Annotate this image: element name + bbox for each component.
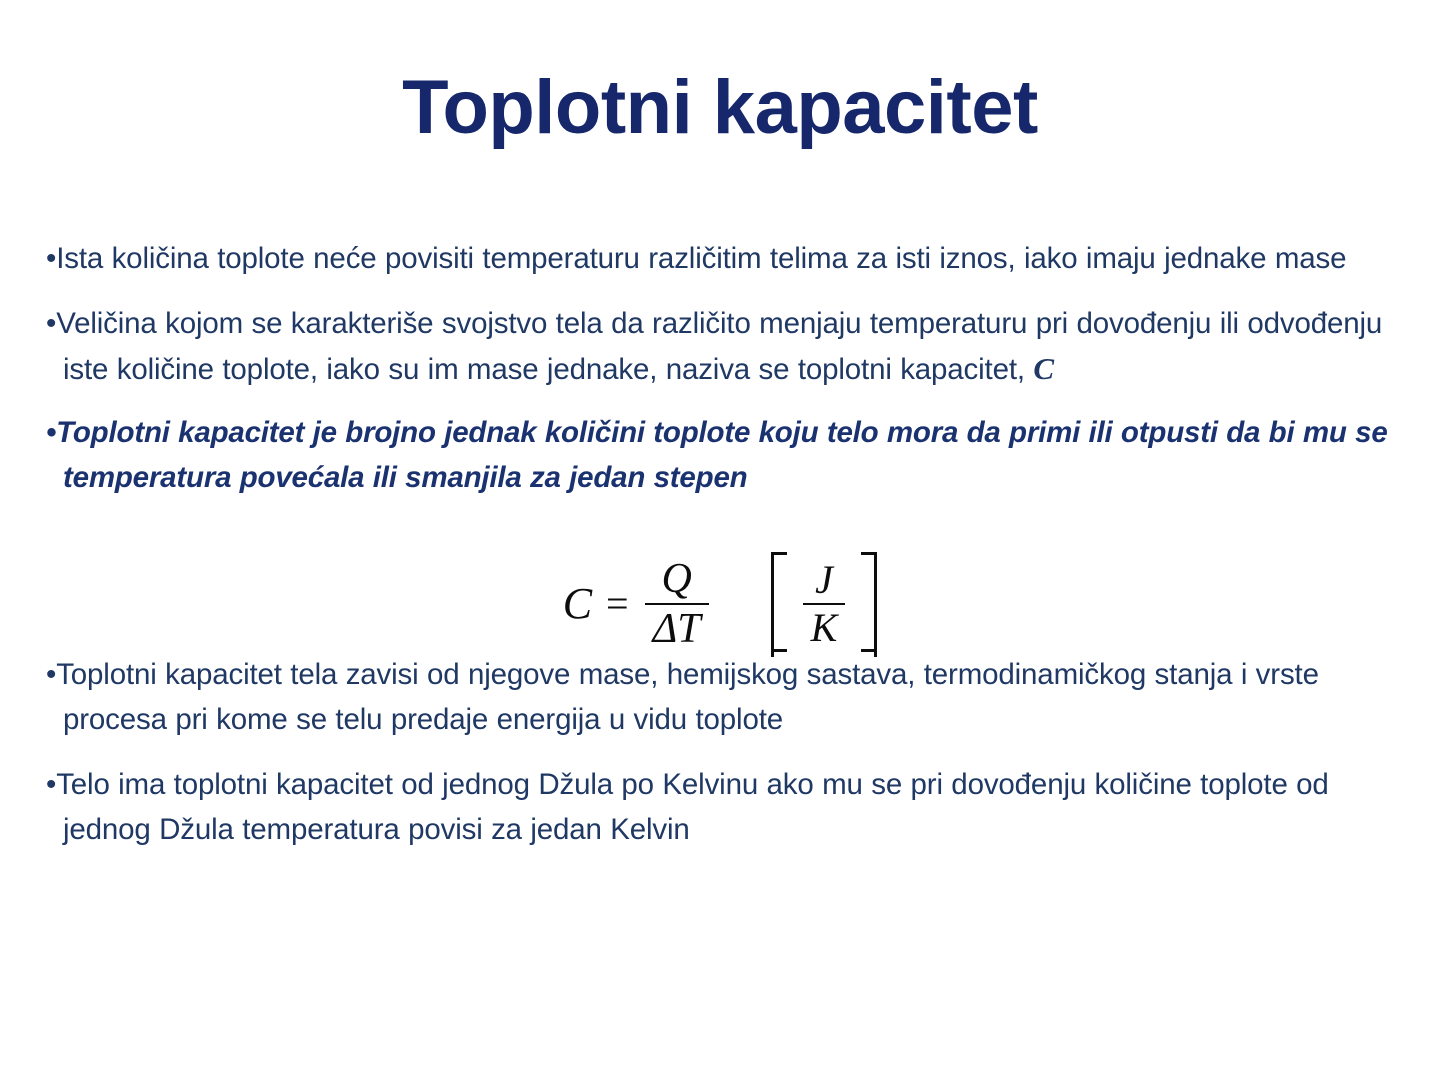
bullet-marker-icon: • [46,242,57,275]
page-title: Toplotni kapacitet [402,64,1038,150]
list-item [46,236,1398,281]
list-item-text: Veličina kojom se karakteriše svojstvo tela da različito menjaju temperaturu pri dovođenju ili odvođenju iste količine toplote, iako su im mase jednake, naziva se toplotni kapacitet, [56,307,1383,386]
list-item-text: Toplotni kapacitet je brojno jednak količini toplote koju telo mora da primi ili otpusti da bi mu se temperatura povećala ili smanjila za jedan stepen [56,416,1388,494]
list-item-text: Toplotni kapacitet tela zavisi od njegove mase, hemijskog sastava, termodinamičkog stanja i vrste procesa pri kome se telu predaje energija u vidu toplote [56,658,1319,736]
list-item-emphasis [46,410,1398,500]
right-square-bracket-icon [861,552,877,657]
bullet-marker-icon: • [46,658,57,691]
formula-equals-sign: = [606,581,629,627]
left-square-bracket-icon [771,552,787,657]
formula-block [0,552,1440,657]
bullet-marker-icon: • [46,307,57,340]
variable-symbol-c: C [1033,351,1054,386]
bullet-marker-icon: • [46,768,57,801]
slide-body [46,236,1398,852]
bullet-marker-icon: • [46,416,57,449]
list-item-text: Ista količina toplote neće povisiti temperaturu različitim telima za isti iznos, iako imaju jednake mase [56,242,1347,275]
list-item [46,301,1398,392]
list-item-text: Telo ima toplotni kapacitet od jednog Džula po Kelvinu ako mu se pri dovođenju količine toplote od jednog Džula temperatura povisi za jedan Kelvin [56,768,1329,846]
formula-fraction-q-over-dt [645,555,709,652]
formula-heat-capacity [563,552,878,657]
list-item [46,762,1398,852]
formula-lhs-symbol: C [562,579,593,629]
list-item [46,652,1398,742]
formula-unit-bracket-group [771,552,878,657]
formula-unit-fraction-j-over-k [787,552,862,657]
formula-unit-denominator: K [810,604,838,650]
formula-unit-numerator: J [815,557,833,602]
formula-denominator: ΔT [652,605,701,652]
formula-numerator: Q [661,555,692,602]
